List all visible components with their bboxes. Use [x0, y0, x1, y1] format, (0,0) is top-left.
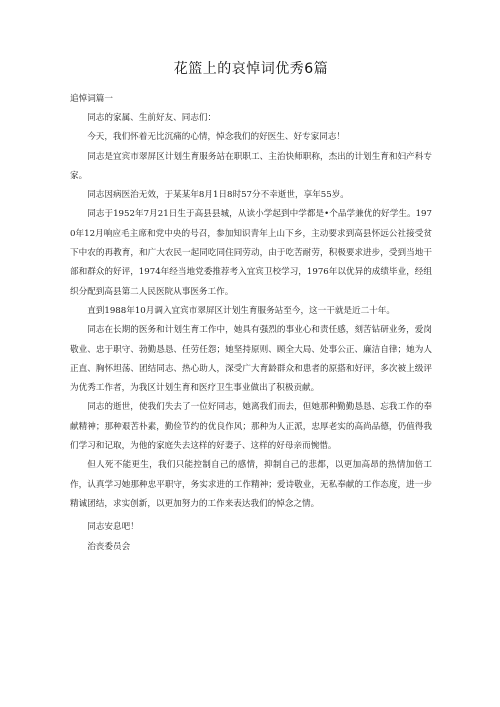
- paragraph-resolve: 但人死不能更生，我们只能控制自己的感情，抑制自己的悲都，以更加高昂的热情加倍工作，认真学习她那种忠平职守，务实求进的工作精神；爱诗敬业，无私奉献的工作态度，进一步精诚团结，求实创新，以更加努力的工作来表达我们的悼念之情。: [70, 460, 432, 509]
- paragraph-achievements: 同志在长期的医务和计划生育工作中，她具有强烈的事业心和责任感，刻苦钻研业务，爱岗敬业、忠于职守、勃勤恳恳、任劳任怨；她坚持原则、顾全大局、处事公正、廉洁自律；她为人正直、胸怀坦荡、团结同志、热心助人，深受广大育龄群众和患者的原搭和好评，多次被上级评为优秀工作者，为我区计划生育和医疗卫生事业做出了积极贡献。: [70, 325, 432, 394]
- paragraph-profession: 同志是宜宾市翠屏区计划生育服务站在职职工、主治快师职称，杰出的计划生育和妇产科专家。: [70, 151, 432, 181]
- paragraph-signature: 治丧委员会: [87, 541, 131, 552]
- document-title: 花篮上的哀悼词优秀6篇: [173, 61, 329, 77]
- paragraph-opening: 今天，我们怀着无比沉痛的心情，悼念我们的好医生、好专家同志！: [87, 132, 346, 143]
- paragraph-biography: 同志于1952年7月21日生于高县县城，从读小学起到中学都是•个品学兼优的好学生。1970年12月响应毛主席和党中央的号召，参加知识青年上山下乡，主动要求到高县怀远公社接受贫下中农的再教育，和广大农民一起同吃同住同劳动，由于吃苦耐劳，积极要求进步，受到当地干部和群众的好评，1974年经当地党委推荐考入宜宾卫校学习，1976年以优异的成绩毕业，经组织分配到高县第二人民医院从事医务工作。: [70, 209, 432, 297]
- document-page: [70, 58, 432, 557]
- paragraph-salutation: 同志的家属、生前好友、同志们：: [87, 113, 217, 123]
- paragraph-tribute: 同志的逝世，使我们失去了一位好同志，她离我们而去，但她那种勤勤恳恳、忘我工作的奉献精神；那种艰苦朴素，勤俭节约的优良作风；那种为人正派，忠厚老实的高尚品德，仍值得我们学习和记取，为他的家庭失去这样的好妻子、这样的好母亲而惋惜。: [70, 402, 432, 452]
- paragraph-career: 直到1988年10月调入宜宾市翠屏区计划生育服务站至今，这一干就是近二十年。: [87, 305, 395, 316]
- section-label: 追悼词篇一: [70, 94, 113, 104]
- paragraph-death-notice: 同志因病医治无效，于某某年8月1日8时57分不幸逝世，享年55岁。: [87, 190, 349, 201]
- paragraph-farewell: 同志安息吧！: [87, 522, 139, 533]
